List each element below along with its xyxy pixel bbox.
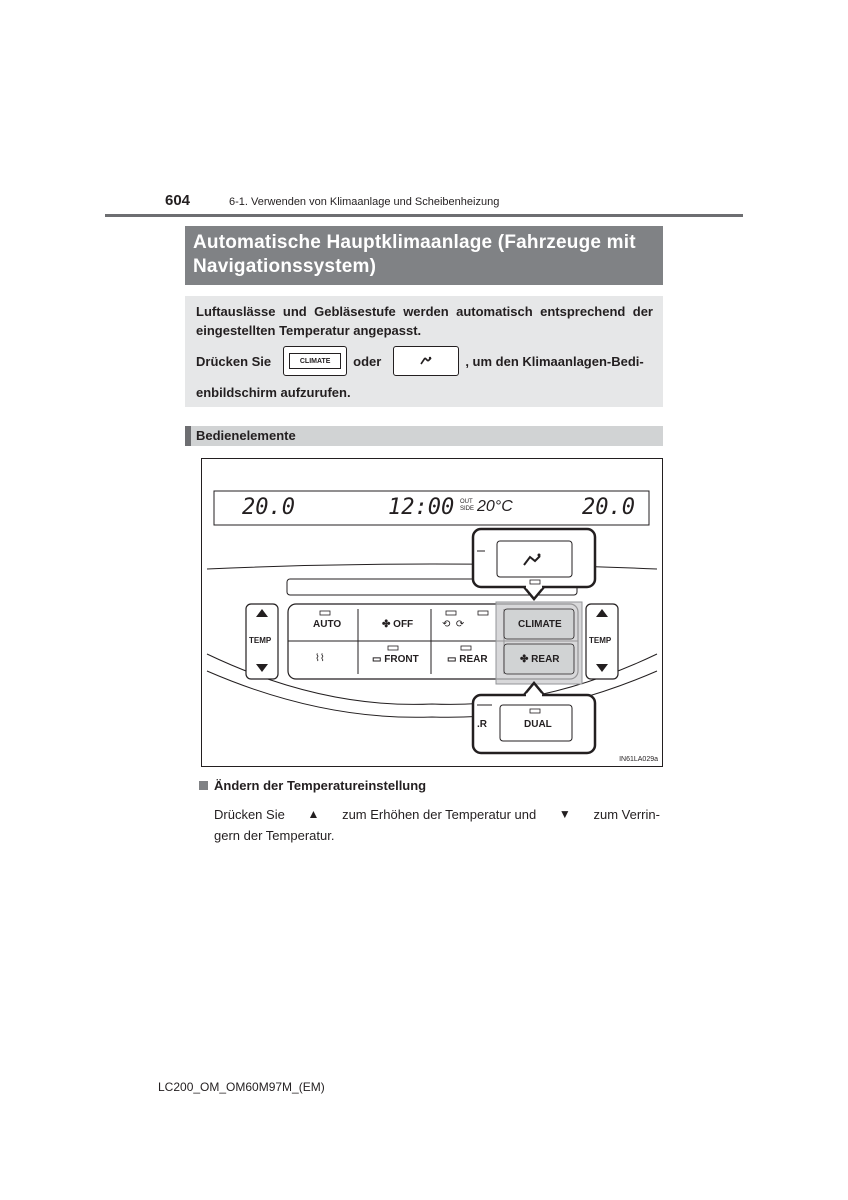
display-temp-right: 20.0 xyxy=(582,495,635,520)
figure-code: IN61LA029a xyxy=(619,756,658,763)
press-label: Drücken Sie xyxy=(196,353,272,369)
temp-right-label: TEMP xyxy=(589,636,612,645)
climate-key-graphic xyxy=(283,346,347,376)
out-label: OUT xyxy=(460,499,473,505)
info-press-line xyxy=(196,345,653,377)
display-out-label xyxy=(460,499,474,513)
display-temp-left: 20.0 xyxy=(242,495,295,520)
climate-button[interactable]: CLIMATE xyxy=(518,619,562,630)
dual-button[interactable]: DUAL xyxy=(524,719,552,730)
page-number: 604 xyxy=(165,192,191,209)
partial-rear-label: .R xyxy=(477,719,488,730)
controls-subheader: Bedienelemente xyxy=(185,426,663,446)
bullet-heading xyxy=(199,778,426,793)
bullet-square xyxy=(199,781,208,790)
front-label: FRONT xyxy=(384,654,419,665)
body-text xyxy=(214,804,660,846)
recirculation-icon[interactable]: ⟲ ⟳ xyxy=(442,619,465,630)
header-rule xyxy=(105,214,743,217)
info-text: Luftauslässe und Gebläsestufe werden automatisch entsprechend der eingestellten Temperatur angepasst. xyxy=(196,304,653,338)
rear-fan-button[interactable]: ✤ REAR xyxy=(520,654,560,665)
fan-seat-button-icon[interactable]: ⌇⌇ xyxy=(315,653,325,664)
info-text-end: enbildschirm aufzurufen. xyxy=(196,385,351,400)
triangle-up-icon: ▲ xyxy=(307,807,320,821)
raise-text: zum Erhöhen der Temperatur und xyxy=(342,807,537,822)
rear-defrost-button[interactable]: ▭ REAR xyxy=(447,654,488,665)
lower-text: zum Verrin- xyxy=(593,807,660,822)
footer-code: LC200_OM_OM60M97M_(EM) xyxy=(158,1080,325,1094)
fan-key-graphic xyxy=(393,346,459,376)
front-defrost-button[interactable]: ▭ FRONT xyxy=(372,654,419,665)
partial-r: R xyxy=(479,719,488,730)
body-line-2: gern der Temperatur. xyxy=(214,828,335,843)
triangle-down-icon: ▼ xyxy=(558,807,571,821)
info-box xyxy=(185,296,663,407)
fan-seat-icon xyxy=(419,353,433,369)
climate-panel-figure xyxy=(201,458,663,767)
temp-left-label: TEMP xyxy=(249,636,272,645)
rear-label: REAR xyxy=(459,654,488,665)
section-title: Automatische Hauptklimaanlage (Fahrzeuge mit Navigationssystem) xyxy=(185,226,663,285)
rear-fan-label: REAR xyxy=(531,654,560,665)
or-label: oder xyxy=(353,353,382,369)
off-label: OFF xyxy=(393,619,414,630)
bullet-heading-text: Ändern der Temperatureinstellung xyxy=(214,778,427,793)
side-label: SIDE xyxy=(460,506,475,512)
press-text: Drücken Sie xyxy=(214,807,285,822)
climate-key-label: CLIMATE xyxy=(289,353,341,369)
display-outside-temp: 20°C xyxy=(477,498,513,515)
after-text: , um den Klimaanlagen-Bedi- xyxy=(465,353,644,369)
display-clock: 12:00 xyxy=(388,495,455,520)
body-line-1 xyxy=(214,804,660,825)
section-reference: 6-1. Verwenden von Klimaanlage und Scheibenheizung xyxy=(229,196,500,208)
fan-off-button[interactable]: ✤ OFF xyxy=(382,619,414,630)
auto-button[interactable]: AUTO xyxy=(313,619,342,630)
